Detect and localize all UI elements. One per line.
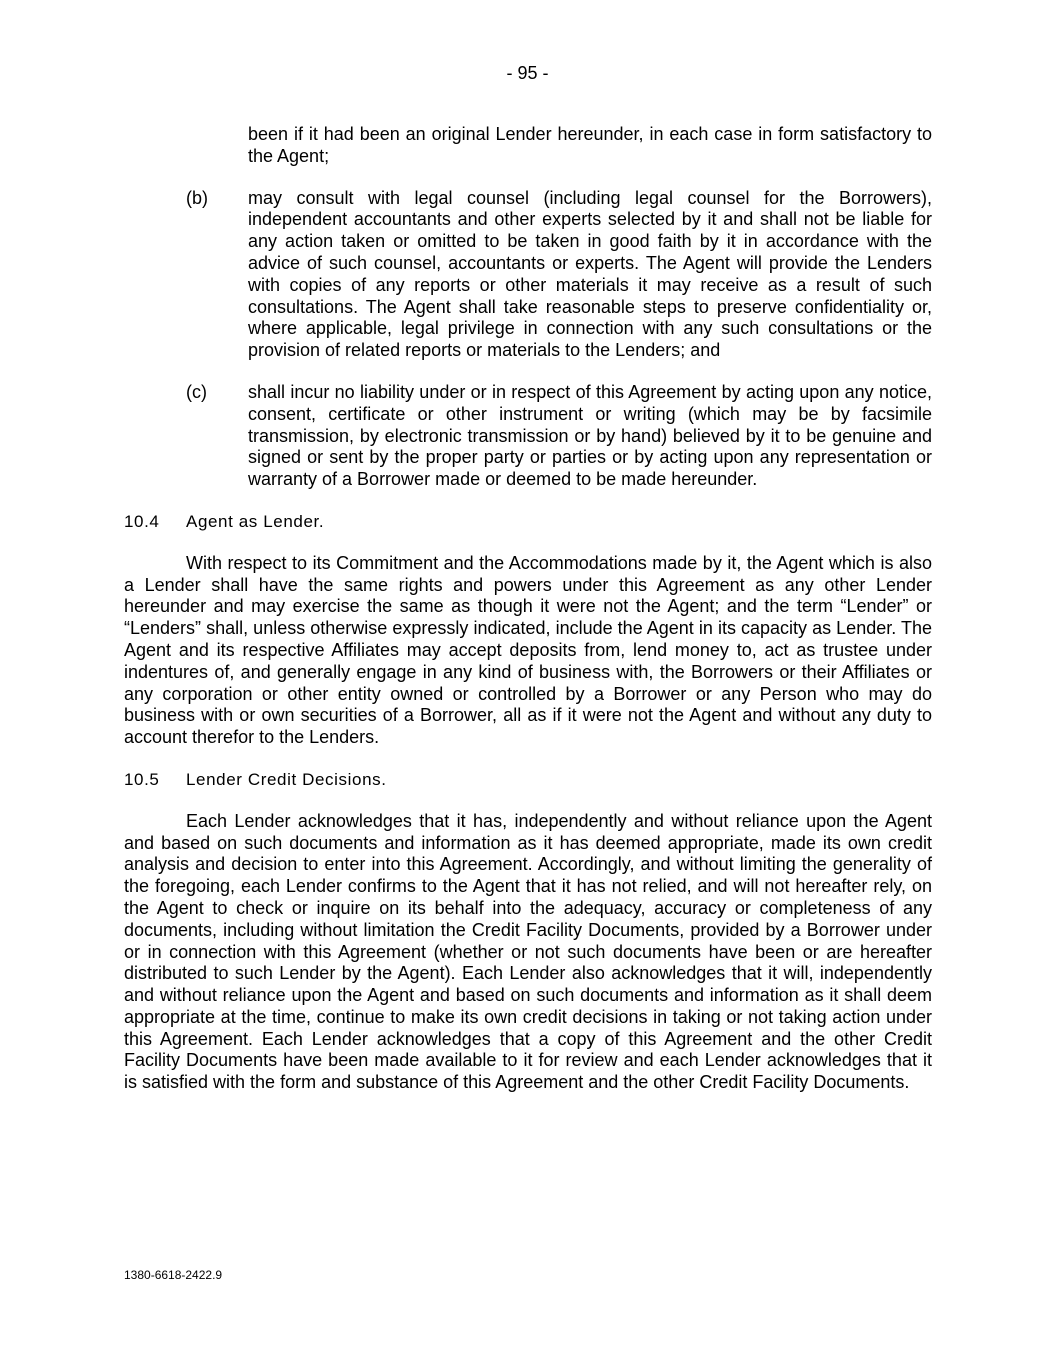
list-item-label: (c) xyxy=(186,381,207,402)
list-item-text: shall incur no liability under or in respect of this Agreement by acting upon any notice, consent, certificate or other instrument or writing (which may be by facsimile transmission, by electronic transmission or by hand) believed by it to be genuine and signed or sent by the proper party or parties or by acting upon any representation or warranty of a Borrower made or deemed to be made hereunder. xyxy=(248,381,932,490)
list-item-label: (b) xyxy=(186,187,208,208)
section-number: 10.5 xyxy=(124,769,160,789)
section-heading-10-5 xyxy=(124,769,932,791)
section-title: Lender Credit Decisions. xyxy=(186,769,387,789)
list-item-b xyxy=(124,188,932,362)
page-number: - 95 - xyxy=(506,63,549,83)
section-heading-10-4 xyxy=(124,511,932,533)
list-item-c xyxy=(124,382,932,491)
section-title: Agent as Lender. xyxy=(186,511,325,531)
section-body-10-5: Each Lender acknowledges that it has, independently and without reliance upon the Agent and based on such documents and information as it has deemed appropriate, made its own credit analysis and decision to enter into this Agreement. Accordingly, and without limiting the generality of the foregoing, each Lender confirms to the Agent that it has not relied, and will not hereafter rely, on the Agent to check or inquire on its behalf into the adequacy, accuracy or completeness of any documents, including without limitation the Credit Facility Documents, provided by a Borrower under or in connection with this Agreement (whether or not such documents have been or are hereafter distributed to such Lender by the Agent). Each Lender also acknowledges that it will, independently and without reliance upon the Agent and based on such documents and information as it shall deem appropriate at the time, continue to make its own credit decisions in taking or not taking action under this Agreement. Each Lender acknowledges that a copy of this Agreement and the other Credit Facility Documents have been made available to it for review and each Lender acknowledges that it is satisfied with the form and substance of this Agreement and the other Credit Facility Documents. xyxy=(124,810,932,1093)
section-body-10-4: With respect to its Commitment and the Accommodations made by it, the Agent which is also a Lender shall have the same rights and powers under this Agreement as any other Lender hereunder and may exercise the same as though it were not the Agent; and the term “Lender” or “Lenders” shall, unless otherwise expressly indicated, include the Agent in its capacity as Lender. The Agent and its respective Affiliates may accept deposits from, lend money to, act as trustee under indentures of, and generally engage in any kind of business with, the Borrowers or their Affiliates or any corporation or other entity owned or controlled by a Borrower or any Person who may do business with or own securities of a Borrower, all as if it were not the Agent and without any duty to account therefor to the Lenders. xyxy=(124,552,932,748)
continuation-paragraph: been if it had been an original Lender hereunder, in each case in form satisfactory to the Agent; xyxy=(248,124,932,166)
document-id: 1380-6618-2422.9 xyxy=(124,1268,223,1282)
list-item-text: may consult with legal counsel (including legal counsel for the Borrowers), independent accountants and other experts selected by it and shall not be liable for any action taken or omitted to be taken in good faith by it in accordance with the advice of such counsel, accountants or experts. The Agent will provide the Lenders with copies of any reports or other materials it may receive as a result of such consultations. The Agent shall take reasonable steps to preserve confidentiality or, where applicable, legal privilege in connection with any such consultations or the provision of related reports or materials to the Lenders; and xyxy=(248,187,932,361)
section-number: 10.4 xyxy=(124,511,160,531)
document-body xyxy=(124,124,932,1094)
